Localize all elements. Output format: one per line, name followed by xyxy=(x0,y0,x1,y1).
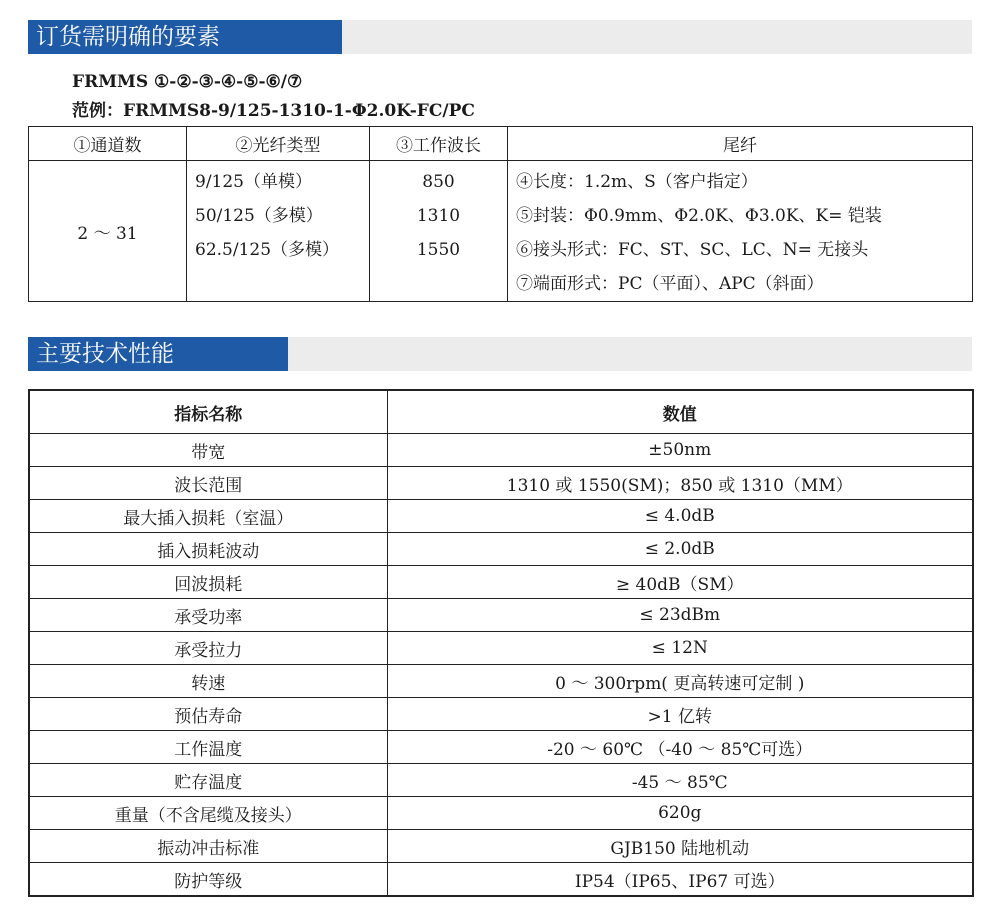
spec-value: 1310 或 1550(SM)；850 或 1310（MM） xyxy=(387,467,973,500)
spec-name: 最大插入损耗（室温） xyxy=(29,500,387,533)
performance-section-bar xyxy=(28,337,972,371)
table-row xyxy=(29,467,973,500)
table-row xyxy=(29,599,973,632)
table-row xyxy=(29,731,973,764)
pigtail-connector: ⑥接头形式：FC、ST、SC、LC、N= 无接头 xyxy=(516,240,869,260)
spec-value: ≤ 4.0dB xyxy=(387,500,973,533)
table-row xyxy=(29,632,973,665)
header-channels: ①通道数 xyxy=(29,127,187,161)
spec-name: 承受功率 xyxy=(29,599,387,632)
channels-value: 2 ～ 31 xyxy=(29,161,187,302)
wavelength-item: 1550 xyxy=(416,240,461,260)
table-row xyxy=(29,698,973,731)
spec-name: 工作温度 xyxy=(29,731,387,764)
ordering-section-title: 订货需明确的要素 xyxy=(28,20,342,54)
pigtail-endface: ⑦端面形式：PC（平面）、APC（斜面） xyxy=(516,274,824,294)
ordering-table-row xyxy=(29,161,973,302)
performance-table-header xyxy=(29,390,973,434)
spec-value: IP54（IP65、IP67 可选） xyxy=(387,863,973,897)
table-row xyxy=(29,500,973,533)
table-row xyxy=(29,797,973,830)
spec-value: ≥ 40dB（SM） xyxy=(387,566,973,599)
spec-value: ±50nm xyxy=(387,434,973,467)
pigtail-length: ④长度：1.2m、S（客户指定） xyxy=(516,172,758,192)
wavelength-item: 850 xyxy=(422,172,455,192)
spec-name: 重量（不含尾缆及接头） xyxy=(29,797,387,830)
fiber-types-cell xyxy=(187,161,370,302)
pigtail-package: ⑤封装：Φ0.9mm、Φ2.0K、Φ3.0K、K= 铠装 xyxy=(516,206,882,226)
spec-value: ≤ 12N xyxy=(387,632,973,665)
header-fiber-type: ②光纤类型 xyxy=(187,127,370,161)
header-spec-name: 指标名称 xyxy=(29,390,387,434)
spec-value: GJB150 陆地机动 xyxy=(387,830,973,863)
spec-name: 承受拉力 xyxy=(29,632,387,665)
ordering-section-bar xyxy=(28,20,972,54)
fiber-type-item: 50/125（多模） xyxy=(195,206,323,226)
table-row xyxy=(29,434,973,467)
table-row xyxy=(29,764,973,797)
table-row xyxy=(29,566,973,599)
spec-value: >1 亿转 xyxy=(387,698,973,731)
spec-value: 620g xyxy=(387,797,973,830)
fiber-type-item: 9/125（单模） xyxy=(195,172,312,192)
spec-name: 振动冲击标准 xyxy=(29,830,387,863)
spec-name: 预估寿命 xyxy=(29,698,387,731)
performance-table xyxy=(28,389,974,897)
fiber-type-item: 62.5/125（多模） xyxy=(195,240,340,260)
header-wavelength: ③工作波长 xyxy=(370,127,508,161)
header-spec-value: 数值 xyxy=(387,390,973,434)
spec-name: 回波损耗 xyxy=(29,566,387,599)
spec-value: -45 ～ 85℃ xyxy=(387,764,973,797)
spec-value: -20 ～ 60℃ （-40 ～ 85℃可选） xyxy=(387,731,973,764)
spec-value: ≤ 23dBm xyxy=(387,599,973,632)
ordering-table xyxy=(28,126,973,302)
wavelength-item: 1310 xyxy=(416,206,461,226)
model-code-format: FRMMS ①-②-③-④-⑤-⑥/⑦ xyxy=(72,72,303,92)
table-row xyxy=(29,830,973,863)
table-row xyxy=(29,863,973,897)
performance-section-title: 主要技术性能 xyxy=(28,337,288,371)
performance-table-body xyxy=(29,434,973,897)
spec-name: 波长范围 xyxy=(29,467,387,500)
ordering-table-header xyxy=(29,127,973,161)
header-pigtail: 尾纤 xyxy=(508,127,973,161)
model-code-example: 范例：FRMMS8-9/125-1310-1-Φ2.0K-FC/PC xyxy=(72,101,475,121)
table-row xyxy=(29,533,973,566)
table-row xyxy=(29,665,973,698)
spec-value: ≤ 2.0dB xyxy=(387,533,973,566)
pigtail-cell xyxy=(508,161,973,302)
spec-name: 转速 xyxy=(29,665,387,698)
spec-value: 0 ～ 300rpm( 更高转速可定制 ) xyxy=(387,665,973,698)
spec-name: 插入损耗波动 xyxy=(29,533,387,566)
spec-name: 防护等级 xyxy=(29,863,387,897)
spec-name: 带宽 xyxy=(29,434,387,467)
wavelengths-cell xyxy=(370,161,508,302)
spec-name: 贮存温度 xyxy=(29,764,387,797)
